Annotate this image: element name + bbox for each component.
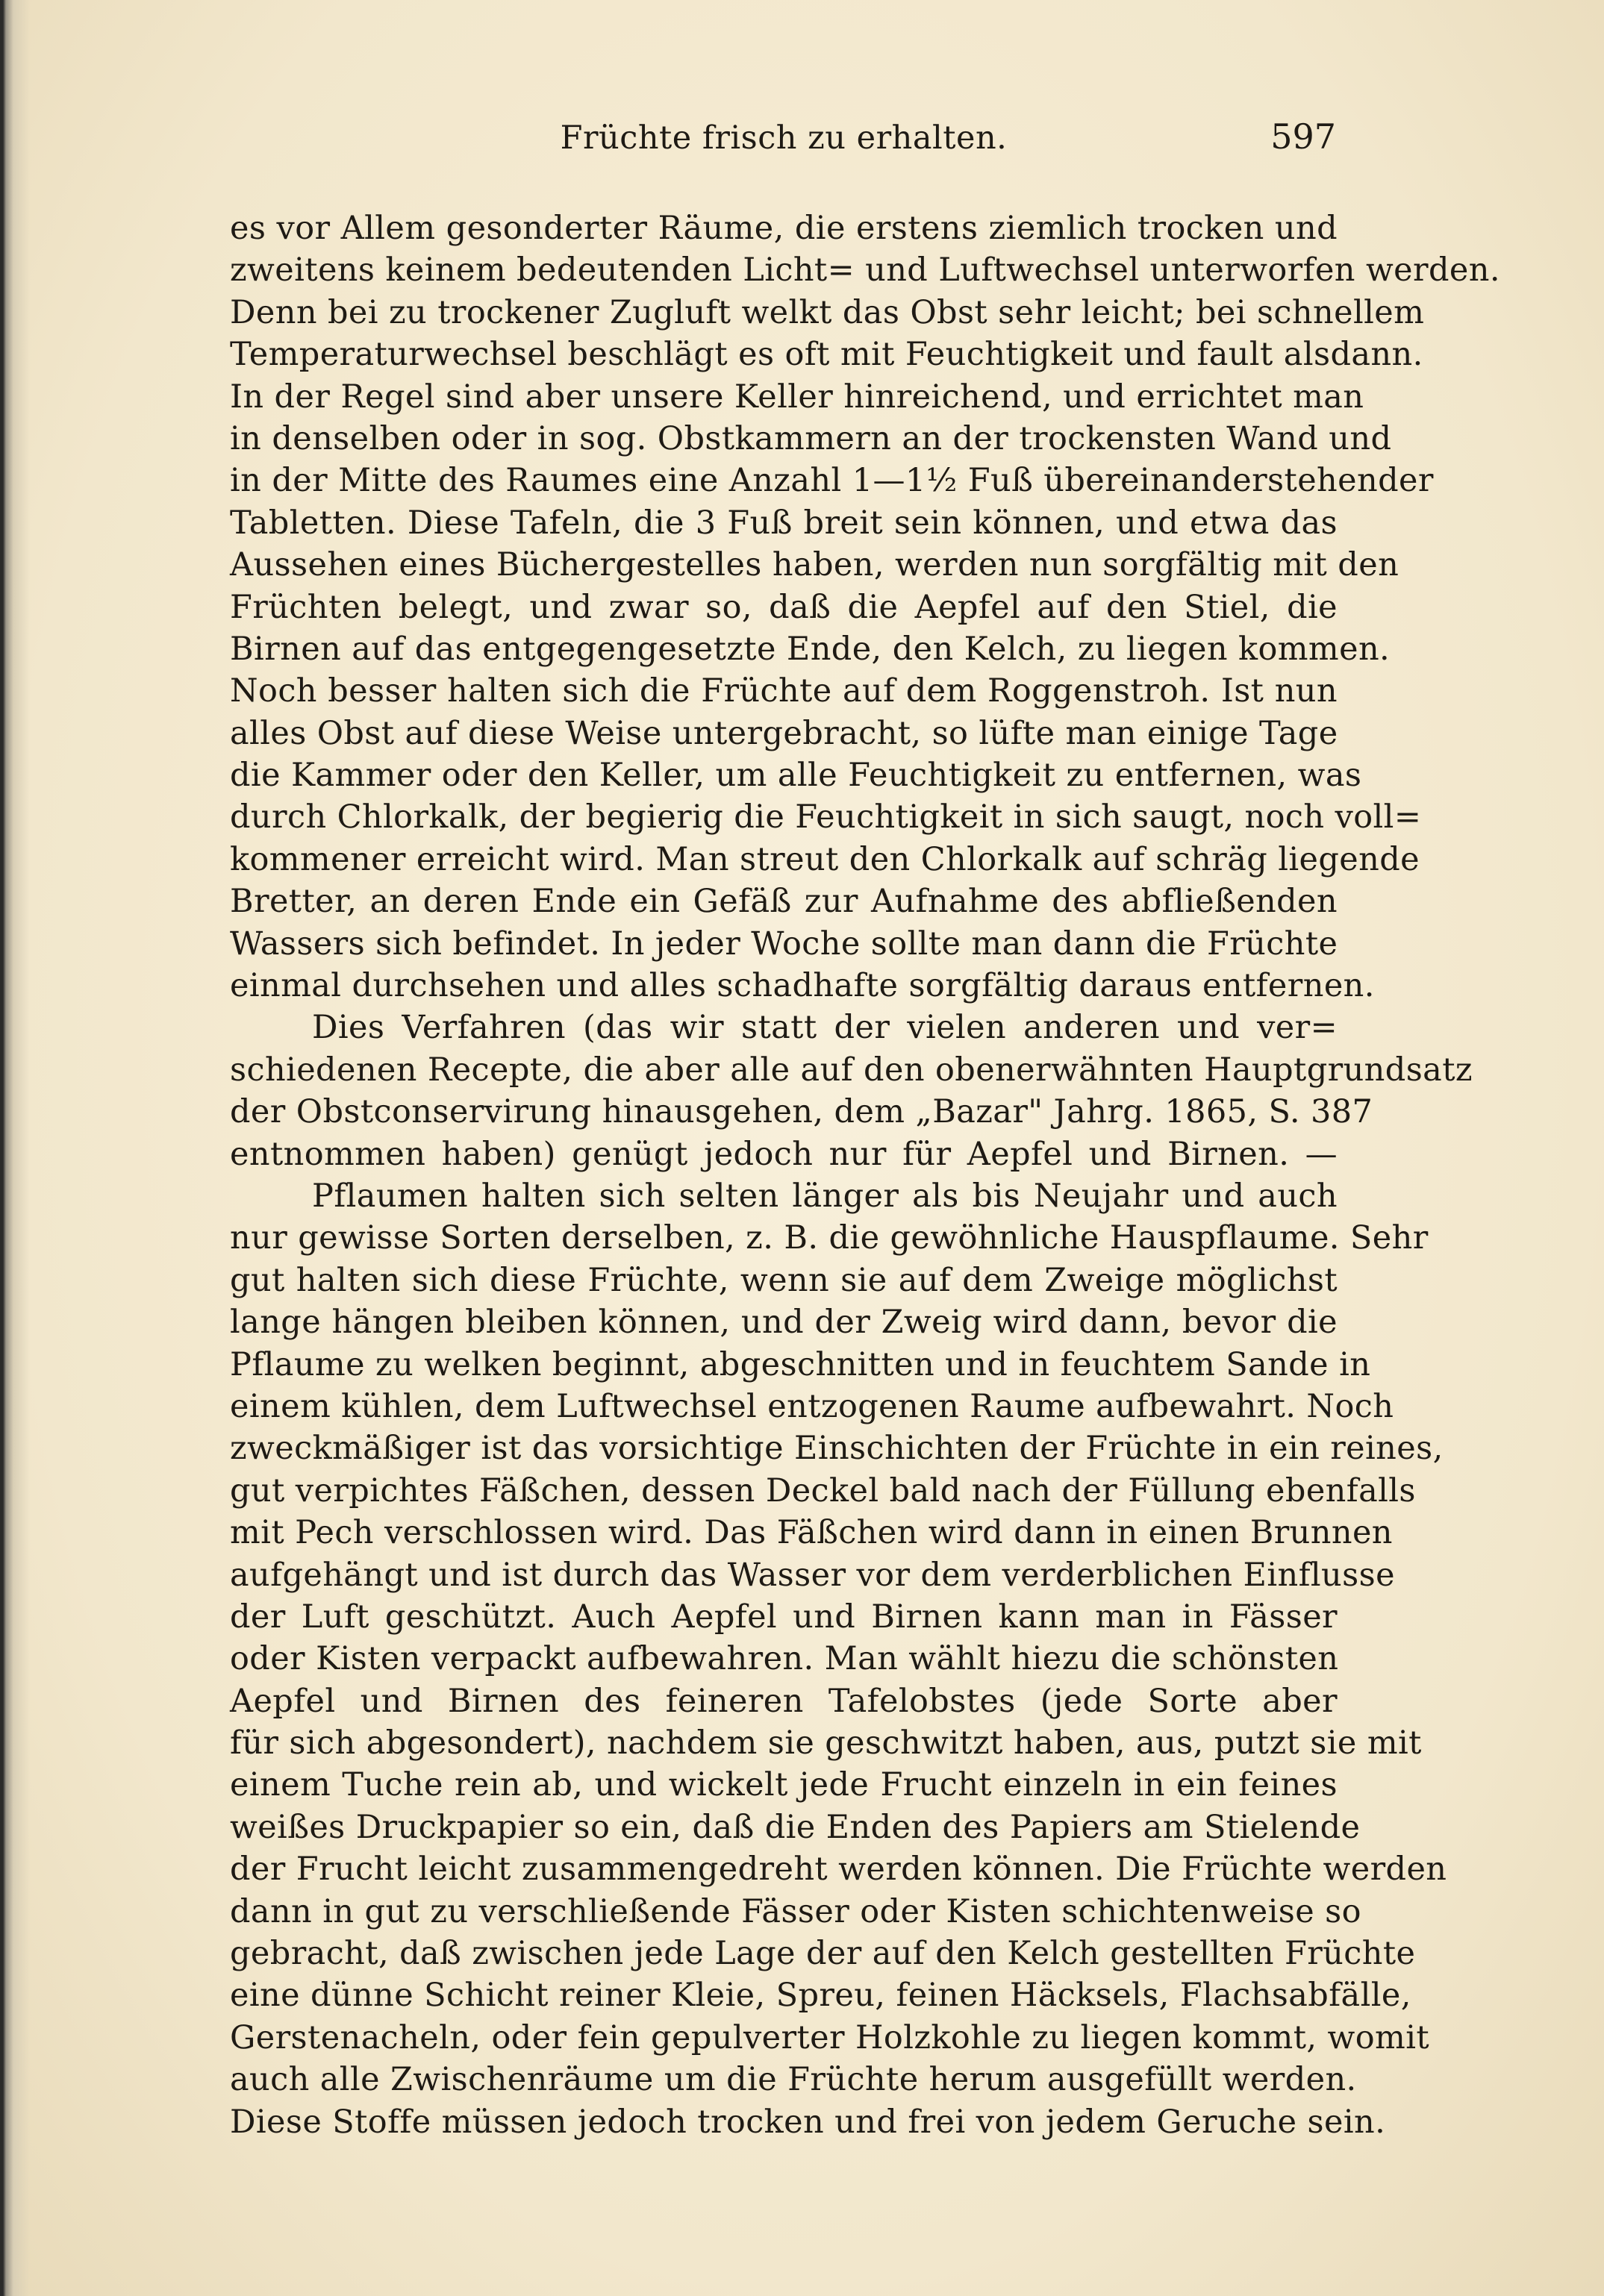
- text-line: Temperaturwechsel beschlägt es oft mit Feuchtigkeit und fault alsdann.: [230, 336, 1423, 374]
- text-line: weißes Druckpapier so ein, daß die Enden des Papiers am Stielende: [230, 1808, 1361, 1846]
- text-line: Dies Verfahren (das wir statt der vielen anderen und ver=: [312, 1009, 1338, 1047]
- running-header: [231, 112, 1336, 172]
- text-line: Birnen auf das entgegengesetzte Ende, den Kelch, zu liegen kommen.: [230, 630, 1391, 668]
- text-line: Gerstenacheln, oder fein gepulverter Holzkohle zu liegen kommt, womit: [230, 2018, 1430, 2056]
- running-title: Früchte frisch zu erhalten.: [560, 119, 1008, 157]
- text-line: es vor Allem gesonderter Räume, die erstens ziemlich trocken und: [230, 210, 1338, 247]
- text-line: nur gewisse Sorten derselben, z. B. die gewöhnliche Hauspflaume. Sehr: [230, 1219, 1429, 1257]
- text-line: Noch besser halten sich die Früchte auf dem Roggenstroh. Ist nun: [230, 672, 1338, 710]
- text-line: lange hängen bleiben können, und der Zweig wird dann, bevor die: [230, 1304, 1338, 1342]
- text-line: Denn bei zu trockener Zugluft welkt das Obst sehr leicht; bei schnellem: [230, 293, 1425, 331]
- page-number: 597: [1270, 116, 1336, 157]
- text-line: entnommen haben) genügt jedoch nur für Aepfel und Birnen. —: [230, 1135, 1338, 1173]
- body-text: [230, 207, 1500, 2143]
- text-line: eine dünne Schicht reiner Kleie, Spreu, feinen Häcksels, Flachsabfälle,: [230, 1977, 1411, 2015]
- text-line: gut halten sich diese Früchte, wenn sie auf dem Zweige möglichst: [230, 1261, 1338, 1299]
- text-line: Pflaumen halten sich selten länger als bis Neujahr und auch: [312, 1177, 1338, 1215]
- text-line: dann in gut zu verschließende Fässer oder Kisten schichtenweise so: [230, 1892, 1361, 1930]
- text-line: auch alle Zwischenräume um die Früchte herum ausgefüllt werden.: [230, 2061, 1357, 2099]
- page-binding-edge: [0, 0, 30, 2296]
- text-line: mit Pech verschlossen wird. Das Fäßchen wird dann in einen Brunnen: [230, 1514, 1393, 1552]
- text-line: der Luft geschützt. Auch Aepfel und Birnen kann man in Fässer: [230, 1598, 1338, 1636]
- text-line: Früchten belegt, und zwar so, daß die Aepfel auf den Stiel, die: [230, 588, 1338, 626]
- text-line: aufgehängt und ist durch das Wasser vor dem verderblichen Einflusse: [230, 1556, 1395, 1594]
- text-line: Tabletten. Diese Tafeln, die 3 Fuß breit sein können, und etwa das: [230, 504, 1338, 542]
- text-line: oder Kisten verpackt aufbewahren. Man wählt hiezu die schönsten: [230, 1640, 1339, 1678]
- text-line: die Kammer oder den Keller, um alle Feuchtigkeit zu entfernen, was: [230, 757, 1362, 795]
- text-line: schiedenen Recepte, die aber alle auf den obenerwähnten Hauptgrundsatz: [230, 1051, 1473, 1089]
- text-line: Aepfel und Birnen des feineren Tafelobstes (jede Sorte aber: [230, 1682, 1338, 1720]
- text-line: einem kühlen, dem Luftwechsel entzogenen Raume aufbewahrt. Noch: [230, 1387, 1394, 1425]
- text-line: in denselben oder in sog. Obstkammern an der trockensten Wand und: [230, 419, 1392, 457]
- text-line: der Frucht leicht zusammengedreht werden können. Die Früchte werden: [230, 1851, 1447, 1889]
- text-line: kommener erreicht wird. Man streut den Chlorkalk auf schräg liegende: [230, 840, 1420, 878]
- text-line: Aussehen eines Büchergestelles haben, werden nun sorgfältig mit den: [230, 546, 1399, 584]
- text-line: gebracht, daß zwischen jede Lage der auf den Kelch gestellten Früchte: [230, 1935, 1416, 1973]
- text-line: für sich abgesondert), nachdem sie geschwitzt haben, aus, putzt sie mit: [230, 1724, 1422, 1762]
- text-line: zweitens keinem bedeutenden Licht= und Luftwechsel unterworfen werden.: [230, 251, 1500, 290]
- text-line: Wassers sich befindet. In jeder Woche sollte man dann die Früchte: [230, 925, 1338, 963]
- text-line: Pflaume zu welken beginnt, abgeschnitten und in feuchtem Sande in: [230, 1345, 1371, 1383]
- text-line: in der Mitte des Raumes eine Anzahl 1—1½ Fuß übereinanderstehender: [230, 462, 1434, 500]
- text-line: der Obstconservirung hinausgehen, dem „Bazar" Jahrg. 1865, S. 387: [230, 1093, 1373, 1131]
- text-line: Diese Stoffe müssen jedoch trocken und frei von jedem Geruche sein.: [230, 2103, 1386, 2141]
- text-line: alles Obst auf diese Weise untergebracht, so lüfte man einige Tage: [230, 714, 1338, 752]
- text-line: durch Chlorkalk, der begierig die Feuchtigkeit in sich saugt, noch voll=: [230, 798, 1422, 836]
- text-line: gut verpichtes Fäßchen, dessen Deckel bald nach der Füllung ebenfalls: [230, 1471, 1416, 1510]
- text-line: Bretter, an deren Ende ein Gefäß zur Aufnahme des abfließenden: [230, 883, 1338, 921]
- text-line: einmal durchsehen und alles schadhafte sorgfältig daraus entfernen.: [230, 967, 1375, 1005]
- text-line: In der Regel sind aber unsere Keller hinreichend, und errichtet man: [230, 378, 1364, 416]
- text-line: einem Tuche rein ab, und wickelt jede Frucht einzeln in ein feines: [230, 1766, 1338, 1804]
- text-line: zweckmäßiger ist das vorsichtige Einschichten der Früchte in ein reines,: [230, 1430, 1444, 1468]
